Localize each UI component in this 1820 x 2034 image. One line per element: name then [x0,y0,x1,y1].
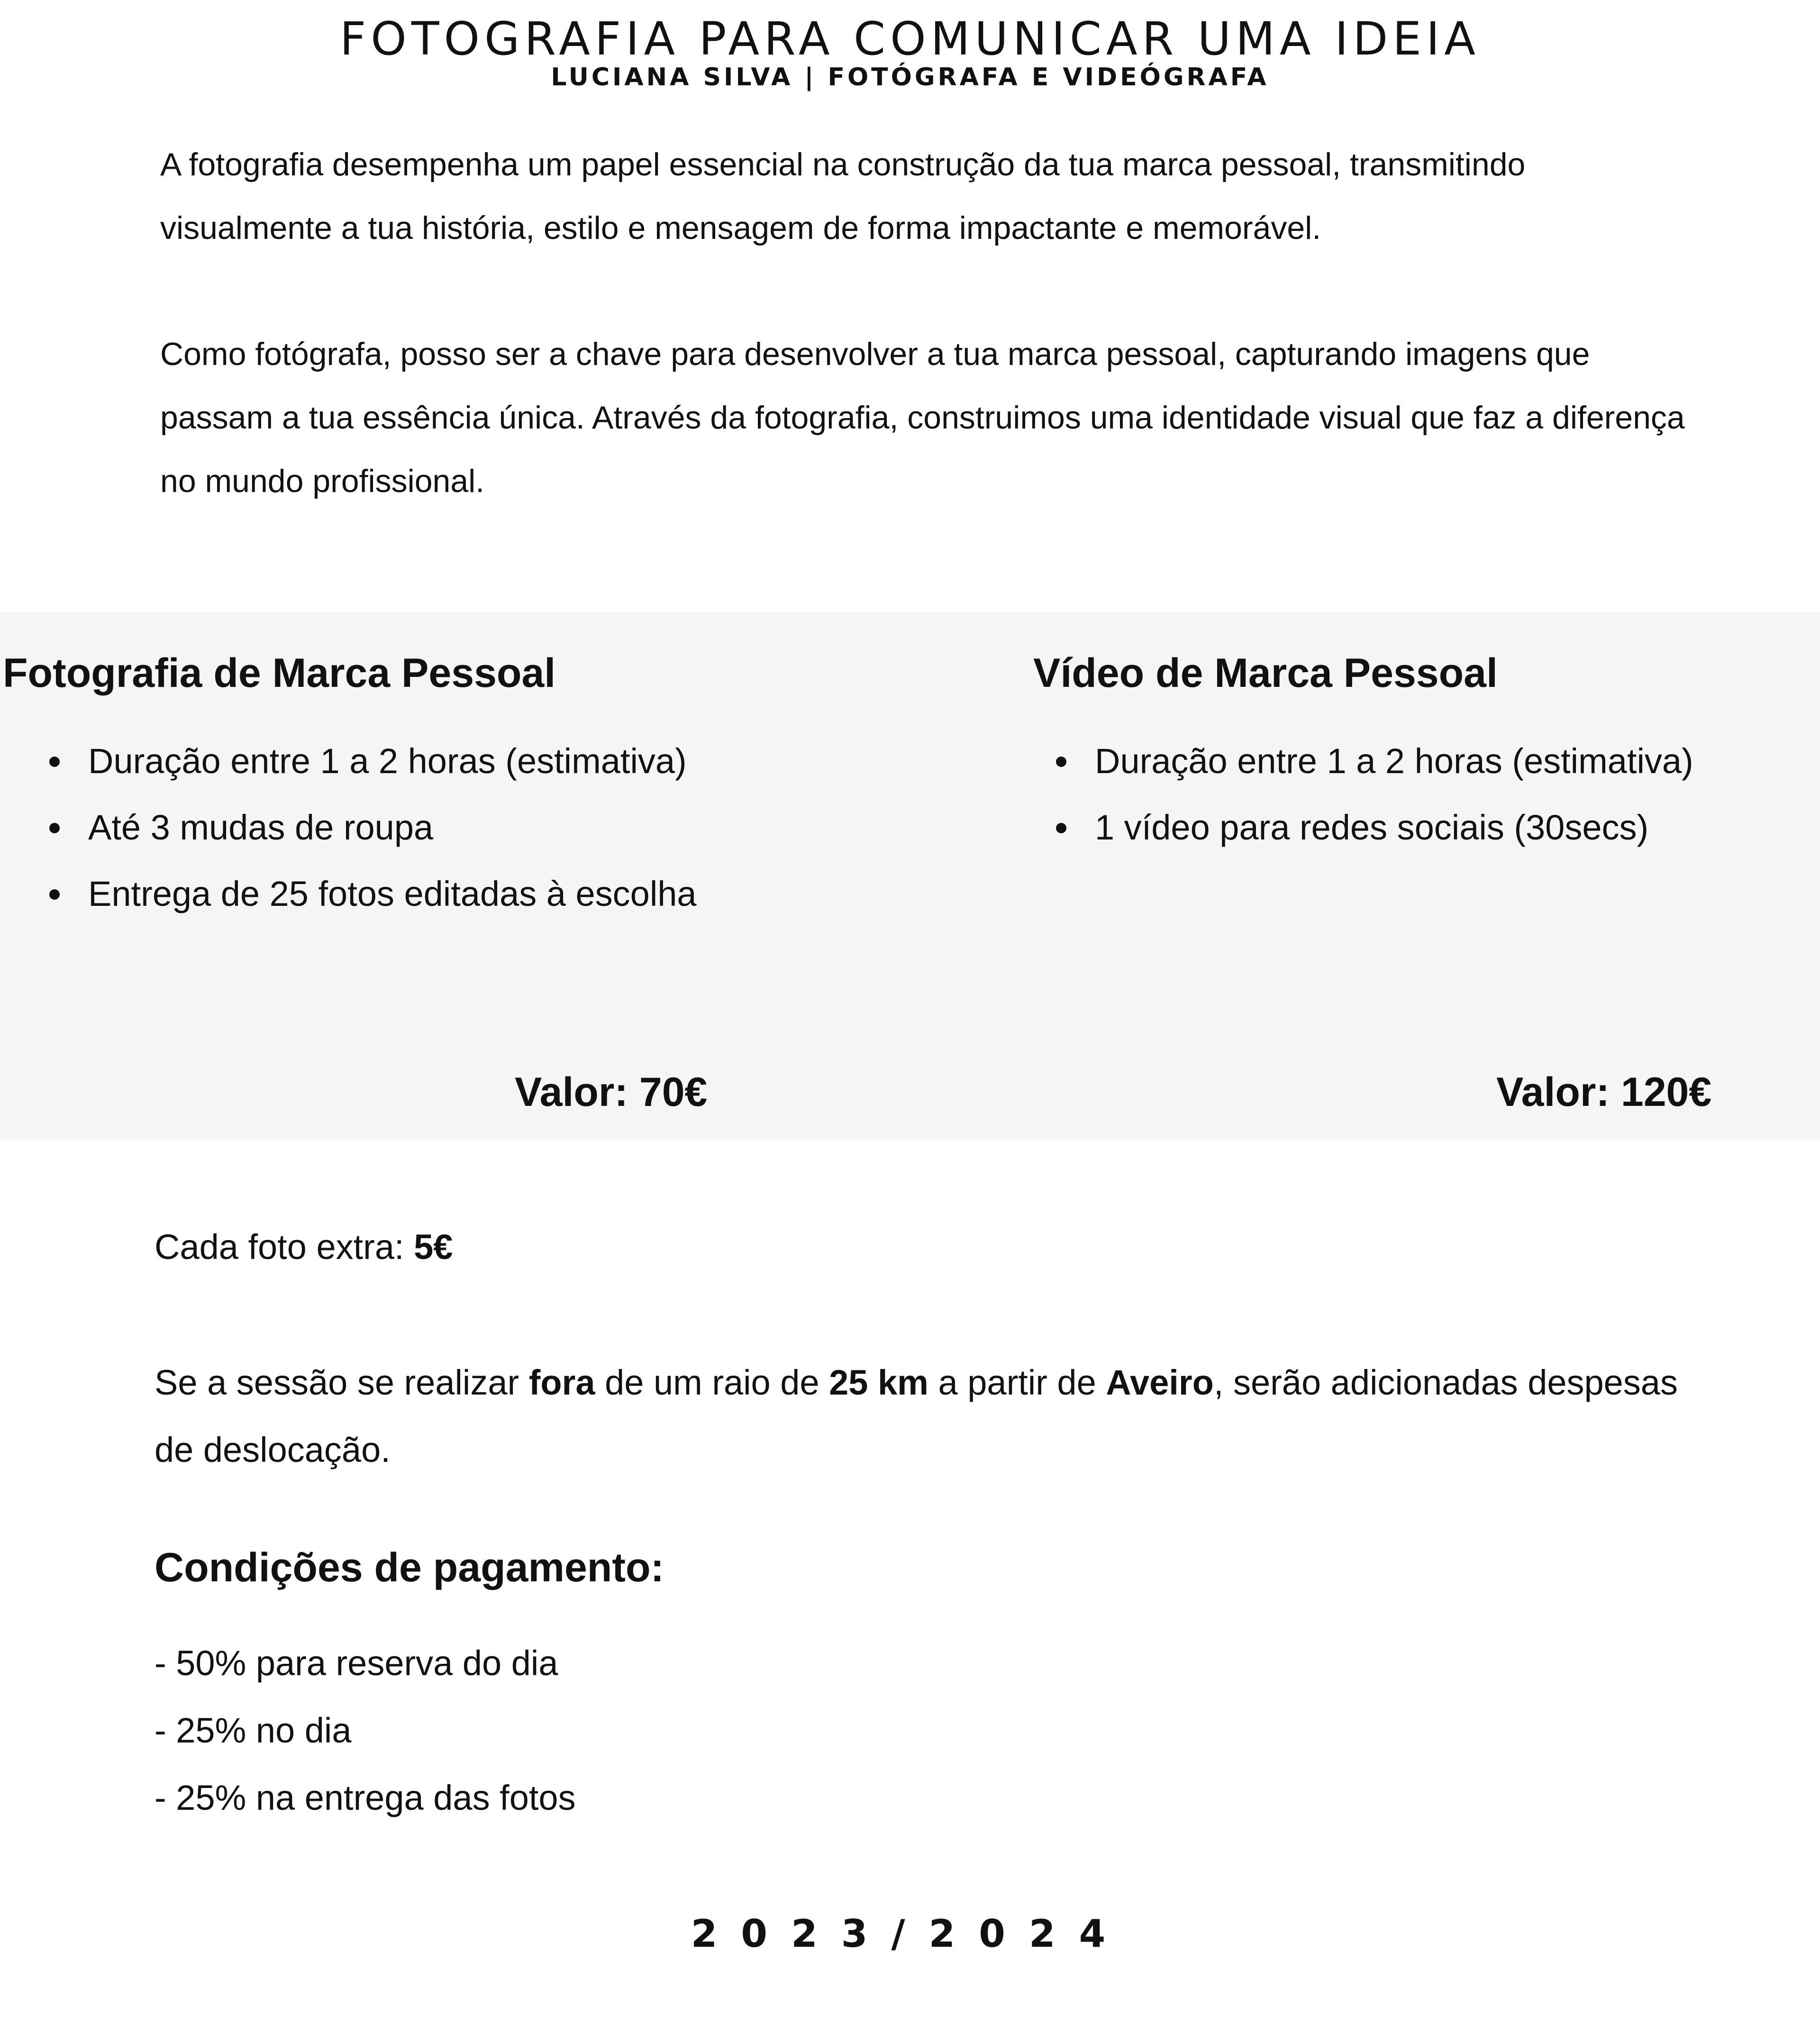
bullet-icon [49,823,60,833]
extra-photo-price: 5€ [414,1227,453,1267]
list-item-text: Até 3 mudas de roupa [88,808,434,847]
list-item [1010,794,1693,861]
list-item [3,728,697,794]
list-item [1010,728,1693,794]
photo-service-list [3,728,697,927]
travel-note [155,1349,1695,1484]
list-item [3,794,697,861]
intro-paragraph-2: Como fotógrafa, posso ser a chave para desenvolver a tua marca pessoal, capturando imagens que passam a tua essência única. Através da fotografia, construimos uma identidade visual que faz a diferença no mundo profissional. [160,336,1685,499]
list-item-text: Duração entre 1 a 2 horas (estimativa) [1095,741,1693,781]
intro-paragraph-1: A fotografia desempenha um papel essencial na construção da tua marca pessoal, transmitindo visualmente a tua história, estilo e mensagem de forma impactante e memorável. [160,146,1526,246]
video-service-card [1033,611,1820,1140]
list-item [3,861,697,927]
travel-text: a partir de [928,1363,1106,1402]
bullet-icon [49,757,60,767]
list-item-text: Duração entre 1 a 2 horas (estimativa) [88,741,687,781]
payment-title: Condições de pagamento: [155,1545,664,1590]
photo-service-title: Fotografia de Marca Pessoal [3,650,556,696]
photo-service-card [0,611,910,1140]
extra-photo-note [155,1221,453,1273]
photo-service-price: Valor: 70€ [515,1069,708,1115]
list-item-text: Entrega de 25 fotos editadas à escolha [88,874,697,913]
footer-year: 2023/2024 [691,1912,1129,1956]
video-service-title: Vídeo de Marca Pessoal [1033,650,1498,696]
payment-list [155,1630,576,1832]
payment-item: - 50% para reserva do dia [155,1643,558,1683]
travel-emphasis: 25 km [829,1363,928,1402]
services-panel [0,611,1820,1140]
payment-item: - 25% na entrega das fotos [155,1778,576,1817]
extra-photo-label: Cada foto extra: [155,1227,414,1267]
travel-text: Se a sessão se realizar [155,1363,529,1402]
travel-emphasis: Aveiro [1106,1363,1214,1402]
list-item-text: 1 vídeo para redes sociais (30secs) [1095,808,1649,847]
payment-item: - 25% no dia [155,1711,352,1750]
page-subtitle: LUCIANA SILVA | FOTÓGRAFA E VIDEÓGRAFA [551,63,1269,91]
bullet-icon [1056,823,1066,833]
page-title: FOTOGRAFIA PARA COMUNICAR UMA IDEIA [340,12,1480,65]
video-service-list [1010,728,1693,861]
bullet-icon [49,889,60,900]
travel-text: de um raio de [595,1363,829,1402]
travel-emphasis: fora [528,1363,595,1402]
travel-text: , serão adicionadas despesas de deslocação. [155,1363,1678,1469]
video-service-price: Valor: 120€ [1496,1069,1712,1115]
bullet-icon [1056,757,1066,767]
